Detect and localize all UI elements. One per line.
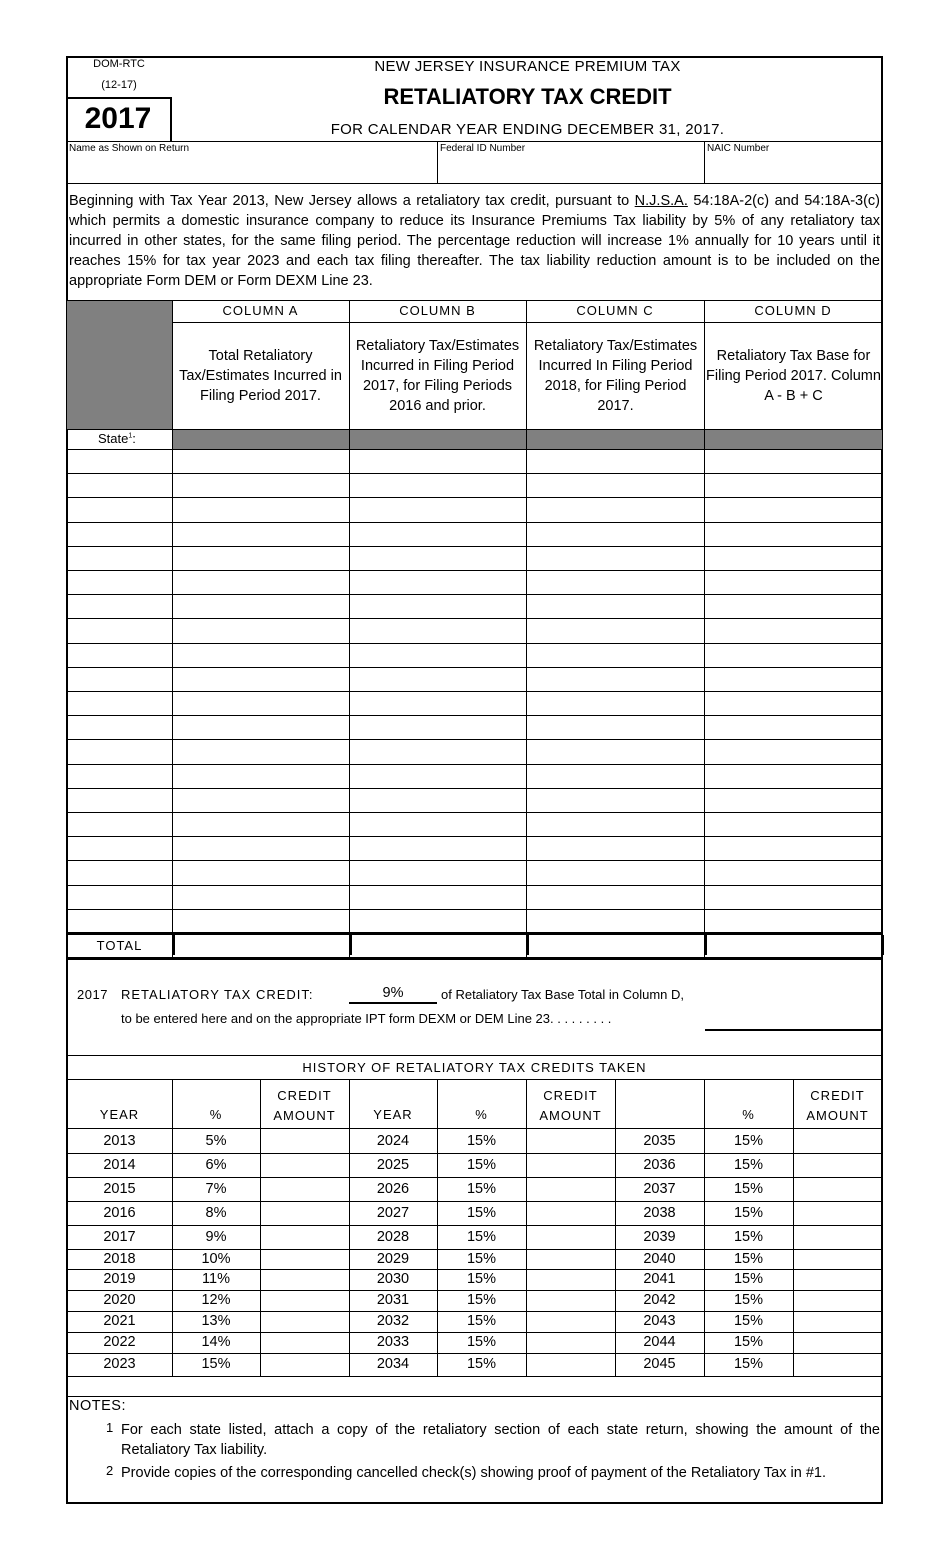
total-column-b[interactable]: [350, 935, 528, 955]
history-year: 2023: [103, 1356, 136, 1372]
column-b-input[interactable]: [350, 692, 526, 714]
history-year: 2035: [643, 1133, 676, 1149]
credit-amount-input[interactable]: [527, 1312, 615, 1331]
history-year: 2028: [376, 1229, 410, 1245]
column-c-desc: Retaliatory Tax/Estimates Incurred In Filing Period 2018, for Filing Period 2017.: [533, 337, 698, 414]
history-year: 2027: [376, 1205, 410, 1221]
state-input[interactable]: [67, 910, 172, 932]
column-d-input[interactable]: [705, 474, 882, 496]
column-a-input[interactable]: [173, 861, 349, 883]
column-a-input[interactable]: [173, 595, 349, 617]
history-percent: 15%: [733, 1181, 764, 1197]
column-a-input[interactable]: [173, 886, 349, 908]
history-percent: 15%: [733, 1251, 764, 1267]
column-b-input[interactable]: [350, 595, 526, 617]
state-input[interactable]: [67, 740, 172, 762]
credit-amount-input[interactable]: [527, 1250, 615, 1268]
history-year: 2021: [103, 1313, 136, 1329]
history-percent: 7%: [205, 1181, 227, 1197]
credit-text-1: of Retaliatory Tax Base Total in Column D,: [441, 987, 685, 1002]
column-a-input[interactable]: [173, 668, 349, 690]
history-year: 2029: [376, 1251, 410, 1267]
column-d-input[interactable]: [705, 886, 882, 908]
history-percent: 15%: [466, 1157, 497, 1173]
column-a-input[interactable]: [173, 547, 349, 569]
column-b-input[interactable]: [350, 498, 526, 520]
history-year: 2014: [103, 1157, 136, 1173]
state-label-text: State: [98, 431, 129, 446]
credit-amount-input[interactable]: [527, 1333, 615, 1352]
credit-amount-input[interactable]: [261, 1291, 349, 1310]
credit-amount-input[interactable]: [794, 1333, 882, 1352]
column-b-input[interactable]: [350, 740, 526, 762]
column-c-label: COLUMN C: [576, 303, 654, 318]
naic-label: NAIC Number: [707, 143, 770, 154]
history-year: 2015: [103, 1181, 136, 1197]
history-percent: 15%: [733, 1271, 764, 1287]
column-c-input[interactable]: [527, 789, 704, 811]
column-c-input[interactable]: [527, 644, 704, 666]
history-pct-header: %: [742, 1107, 755, 1122]
history-percent: 5%: [205, 1133, 227, 1149]
history-credit-header: [526, 1086, 615, 1126]
history-year: 2038: [643, 1205, 676, 1221]
history-percent: 15%: [466, 1251, 497, 1267]
column-a-input[interactable]: [173, 740, 349, 762]
credit-amount-input[interactable]: [794, 1312, 882, 1331]
credit-amount-input[interactable]: [261, 1312, 349, 1331]
state-input[interactable]: [67, 450, 172, 472]
state-input[interactable]: [67, 619, 172, 641]
column-d-input[interactable]: [705, 910, 882, 932]
intro-paragraph: [69, 191, 880, 291]
credit-header-line2: AMOUNT: [806, 1108, 869, 1123]
column-a-desc: Total Retaliatory Tax/Estimates Incurred in Filing Period 2017.: [179, 347, 342, 404]
state-input[interactable]: [67, 498, 172, 520]
column-c-input[interactable]: [527, 910, 704, 932]
credit-amount-input[interactable]: [794, 1154, 882, 1176]
history-percent: 15%: [733, 1157, 764, 1173]
history-year: 2018: [103, 1251, 136, 1267]
column-b-input[interactable]: [350, 789, 526, 811]
agency-title: NEW JERSEY INSURANCE PREMIUM TAX: [374, 58, 681, 75]
column-c-input[interactable]: [527, 813, 704, 835]
total-column-a[interactable]: [173, 935, 351, 955]
column-b-input[interactable]: [350, 765, 526, 787]
credit-amount-input[interactable]: [794, 1178, 882, 1200]
column-c-input[interactable]: [527, 861, 704, 883]
form-id: DOM-RTC: [93, 58, 145, 70]
column-d-input[interactable]: [705, 716, 882, 738]
state-input[interactable]: [67, 813, 172, 835]
column-b-input[interactable]: [350, 886, 526, 908]
history-percent: 15%: [466, 1133, 497, 1149]
history-year: 2036: [643, 1157, 676, 1173]
column-d-input[interactable]: [705, 523, 882, 545]
column-b-input[interactable]: [350, 619, 526, 641]
history-year: 2041: [643, 1271, 676, 1287]
credit-text-2: to be entered here and on the appropriate IPT form DEXM or DEM Line 23. . . . . . . . .: [121, 1011, 612, 1026]
state-input[interactable]: [67, 789, 172, 811]
state-input[interactable]: [67, 861, 172, 883]
credit-header-line1: CREDIT: [543, 1088, 598, 1103]
gray-corner: [67, 301, 172, 429]
history-percent: 15%: [733, 1334, 764, 1350]
total-column-d[interactable]: [705, 935, 884, 955]
form-title: RETALIATORY TAX CREDIT: [383, 84, 672, 109]
column-c-input[interactable]: [527, 450, 704, 472]
rule: [66, 1396, 883, 1397]
column-d-input[interactable]: [705, 547, 882, 569]
history-year: 2044: [643, 1334, 676, 1350]
history-percent: 9%: [205, 1229, 227, 1245]
column-c-input[interactable]: [527, 765, 704, 787]
column-c-input[interactable]: [527, 668, 704, 690]
gray-band: [172, 429, 882, 449]
credit-amount-input[interactable]: [527, 1130, 615, 1152]
column-a-input[interactable]: [173, 474, 349, 496]
credit-amount-input[interactable]: [261, 1333, 349, 1352]
rule: [66, 1079, 883, 1080]
column-a-input[interactable]: [173, 765, 349, 787]
history-percent: 15%: [466, 1292, 497, 1308]
tax-year-box: 2017: [66, 97, 172, 141]
credit-amount-input[interactable]: [527, 1202, 615, 1224]
rule: [66, 1376, 883, 1377]
fein-label: Federal ID Number: [440, 143, 526, 154]
history-year: 2040: [643, 1251, 676, 1267]
history-percent: 15%: [733, 1229, 764, 1245]
column-a-input[interactable]: [173, 716, 349, 738]
form-revision: (12-17): [101, 79, 137, 91]
credit-header-line2: AMOUNT: [539, 1108, 602, 1123]
credit-amount-input[interactable]: [261, 1270, 349, 1289]
column-c-input[interactable]: [527, 571, 704, 593]
column-b-input[interactable]: [350, 668, 526, 690]
history-percent: 12%: [201, 1292, 231, 1308]
state-input[interactable]: [67, 571, 172, 593]
column-a-input[interactable]: [173, 523, 349, 545]
history-year: 2043: [643, 1313, 676, 1329]
history-year: 2039: [643, 1229, 676, 1245]
credit-amount-input[interactable]: [527, 1154, 615, 1176]
history-percent: 15%: [466, 1356, 497, 1372]
naic-input[interactable]: [705, 155, 882, 182]
column-c-input[interactable]: [527, 837, 704, 859]
note-number: 2: [106, 1463, 114, 1478]
column-b-input[interactable]: [350, 523, 526, 545]
column-a-input[interactable]: [173, 450, 349, 472]
history-percent: 15%: [733, 1292, 764, 1308]
state-input[interactable]: [67, 547, 172, 569]
history-credit-header: [793, 1086, 882, 1126]
column-b-input[interactable]: [350, 474, 526, 496]
intro-text: Beginning with Tax Year 2013, New Jersey allows a retaliatory tax credit, pursuant to: [69, 193, 635, 209]
credit-amount-input[interactable]: [794, 1250, 882, 1268]
credit-amount-input[interactable]: [794, 1354, 882, 1375]
history-percent: 14%: [201, 1334, 231, 1350]
history-year: 2024: [376, 1133, 410, 1149]
credit-amount-input[interactable]: [527, 1226, 615, 1248]
column-b-input[interactable]: [350, 861, 526, 883]
column-b-input[interactable]: [350, 716, 526, 738]
state-input[interactable]: [67, 668, 172, 690]
rule: [66, 183, 883, 184]
column-c-input[interactable]: [527, 547, 704, 569]
history-year: 2016: [103, 1205, 136, 1221]
history-year: 2013: [103, 1133, 136, 1149]
history-percent: 15%: [466, 1313, 497, 1329]
column-d-input[interactable]: [705, 861, 882, 883]
history-year: 2031: [376, 1292, 410, 1308]
history-percent: 11%: [202, 1271, 230, 1287]
column-c-input[interactable]: [527, 692, 704, 714]
column-b-input[interactable]: [350, 450, 526, 472]
credit-amount-input[interactable]: [261, 1202, 349, 1224]
history-year: 2033: [376, 1334, 410, 1350]
credit-amount-input[interactable]: [261, 1154, 349, 1176]
state-input[interactable]: [67, 837, 172, 859]
column-d-input[interactable]: [705, 595, 882, 617]
history-year: 2030: [376, 1271, 410, 1287]
name-input[interactable]: [67, 155, 436, 182]
period-caption: FOR CALENDAR YEAR ENDING DECEMBER 31, 2017.: [330, 121, 725, 138]
history-year: 2019: [103, 1271, 136, 1287]
credit-amount-input[interactable]: [527, 1291, 615, 1310]
history-percent: 15%: [466, 1205, 497, 1221]
credit-amount-input[interactable]: [705, 1008, 882, 1031]
history-pct-header: %: [475, 1107, 488, 1122]
credit-amount-input[interactable]: [794, 1291, 882, 1310]
total-label: TOTAL: [96, 938, 143, 953]
column-c-input[interactable]: [527, 716, 704, 738]
state-input[interactable]: [67, 692, 172, 714]
history-year: 2037: [643, 1181, 676, 1197]
column-b-input[interactable]: [350, 813, 526, 835]
history-year: 2045: [643, 1356, 676, 1372]
credit-label: RETALIATORY TAX CREDIT:: [121, 987, 314, 1002]
history-year: 2034: [376, 1356, 410, 1372]
column-b-desc: Retaliatory Tax/Estimates Incurred in Filing Period 2017, for Filing Periods 2016 and prior.: [355, 337, 520, 414]
credit-amount-input[interactable]: [794, 1226, 882, 1248]
column-a-input[interactable]: [173, 571, 349, 593]
column-c-input[interactable]: [527, 886, 704, 908]
history-year: 2022: [103, 1334, 136, 1350]
history-credit-header: [260, 1086, 349, 1126]
column-d-input[interactable]: [705, 789, 882, 811]
history-year: 2020: [103, 1292, 136, 1308]
column-b-input[interactable]: [350, 644, 526, 666]
credit-amount-input[interactable]: [794, 1270, 882, 1289]
history-year: 2025: [376, 1157, 410, 1173]
column-d-input[interactable]: [705, 571, 882, 593]
column-a-label: COLUMN A: [222, 303, 299, 318]
credit-header-line1: CREDIT: [277, 1088, 332, 1103]
history-percent: 6%: [205, 1157, 227, 1173]
column-d-input[interactable]: [705, 740, 882, 762]
column-a-input[interactable]: [173, 498, 349, 520]
intro-text: 54:18A-2(c) and 54:18A-3(c) which permits a domestic insurance company to reduce its Insurance Premiums Tax liability by 5% of any retaliatory tax incurred in other states, for the same filing period. The percentage reduction will increase 1% annually for 10 years until it reaches 15% for tax year 2023 and each tax filing thereafter. The tax liability reduction amount is to be included on the appropriate Form DEM or Form DEXM Line 23.: [69, 193, 880, 289]
column-d-input[interactable]: [705, 668, 882, 690]
history-percent: 15%: [466, 1271, 497, 1287]
history-percent: 15%: [733, 1356, 764, 1372]
column-b-label: COLUMN B: [399, 303, 476, 318]
credit-header-line1: CREDIT: [810, 1088, 865, 1103]
state-footnote-ref: 1: [128, 432, 133, 440]
column-d-desc: Retaliatory Tax Base for Filing Period 2017. Column A - B + C: [706, 347, 881, 404]
credit-amount-input[interactable]: [794, 1202, 882, 1224]
state-input[interactable]: [67, 644, 172, 666]
total-column-c[interactable]: [527, 935, 706, 955]
history-year-header: YEAR: [373, 1107, 413, 1122]
statute-ref: N.J.S.A.: [634, 193, 688, 209]
history-year: 2042: [643, 1292, 676, 1308]
history-title: HISTORY OF RETALIATORY TAX CREDITS TAKEN: [302, 1060, 647, 1075]
credit-header-line2: AMOUNT: [273, 1108, 336, 1123]
column-c-input[interactable]: [527, 474, 704, 496]
credit-amount-input[interactable]: [794, 1130, 882, 1152]
column-a-input[interactable]: [173, 619, 349, 641]
history-percent: 15%: [733, 1133, 764, 1149]
rule: [66, 429, 883, 430]
history-percent: 15%: [733, 1313, 764, 1329]
column-a-input[interactable]: [173, 692, 349, 714]
column-d-input[interactable]: [705, 450, 882, 472]
history-percent: 15%: [466, 1229, 497, 1245]
credit-percent: 9%: [349, 985, 437, 1004]
column-b-input[interactable]: [350, 571, 526, 593]
column-d-input[interactable]: [705, 692, 882, 714]
column-b-input[interactable]: [350, 547, 526, 569]
column-c-input[interactable]: [527, 595, 704, 617]
column-a-input[interactable]: [173, 910, 349, 932]
credit-amount-input[interactable]: [261, 1130, 349, 1152]
column-c-input[interactable]: [527, 619, 704, 641]
fein-input[interactable]: [438, 155, 703, 182]
history-year: 2032: [376, 1313, 410, 1329]
name-label: Name as Shown on Return: [69, 143, 190, 154]
history-year-header: YEAR: [99, 1107, 140, 1122]
state-input[interactable]: [67, 765, 172, 787]
credit-year: 2017: [77, 987, 108, 1002]
state-input[interactable]: [67, 886, 172, 908]
column-d-input[interactable]: [705, 644, 882, 666]
state-label-suffix: :: [132, 431, 136, 446]
rule: [66, 300, 883, 301]
column-d-input[interactable]: [705, 837, 882, 859]
column-a-input[interactable]: [173, 644, 349, 666]
rule: [66, 1055, 883, 1056]
column-d-input[interactable]: [705, 619, 882, 641]
column-a-input[interactable]: [173, 789, 349, 811]
notes-title: NOTES:: [69, 1398, 126, 1414]
history-percent: 15%: [466, 1334, 497, 1350]
history-percent: 10%: [201, 1251, 231, 1267]
credit-amount-input[interactable]: [527, 1270, 615, 1289]
history-percent: 13%: [201, 1313, 231, 1329]
history-percent: 15%: [466, 1181, 497, 1197]
credit-amount-input[interactable]: [261, 1226, 349, 1248]
credit-amount-input[interactable]: [261, 1178, 349, 1200]
column-c-input[interactable]: [527, 740, 704, 762]
history-percent: 8%: [205, 1205, 227, 1221]
rule: [66, 957, 883, 960]
column-d-input[interactable]: [705, 813, 882, 835]
column-d-input[interactable]: [705, 498, 882, 520]
history-pct-header: %: [209, 1107, 223, 1122]
column-b-input[interactable]: [350, 910, 526, 932]
rule: [66, 141, 883, 142]
note-2-text: Provide copies of the corresponding cancelled check(s) showing proof of payment of the Retaliatory Tax in #1.: [121, 1465, 826, 1481]
note-number: 1: [106, 1420, 114, 1435]
state-input[interactable]: [67, 595, 172, 617]
state-input[interactable]: [67, 523, 172, 545]
credit-amount-input[interactable]: [261, 1354, 349, 1375]
column-c-input[interactable]: [527, 523, 704, 545]
column-d-label: COLUMN D: [754, 303, 832, 318]
column-a-input[interactable]: [173, 837, 349, 859]
column-b-input[interactable]: [350, 837, 526, 859]
state-input[interactable]: [67, 716, 172, 738]
credit-amount-input[interactable]: [527, 1354, 615, 1375]
credit-amount-input[interactable]: [527, 1178, 615, 1200]
history-year: 2017: [103, 1229, 136, 1245]
credit-amount-input[interactable]: [261, 1250, 349, 1268]
column-d-input[interactable]: [705, 765, 882, 787]
state-input[interactable]: [67, 474, 172, 496]
state-label: [98, 431, 136, 446]
note-1-text: For each state listed, attach a copy of the retaliatory section of each state return, showing the amount of the Retaliatory Tax liability.: [121, 1422, 880, 1458]
history-percent: 15%: [733, 1205, 764, 1221]
column-c-input[interactable]: [527, 498, 704, 520]
column-a-input[interactable]: [173, 813, 349, 835]
history-percent: 15%: [201, 1356, 231, 1372]
history-year: 2026: [376, 1181, 410, 1197]
